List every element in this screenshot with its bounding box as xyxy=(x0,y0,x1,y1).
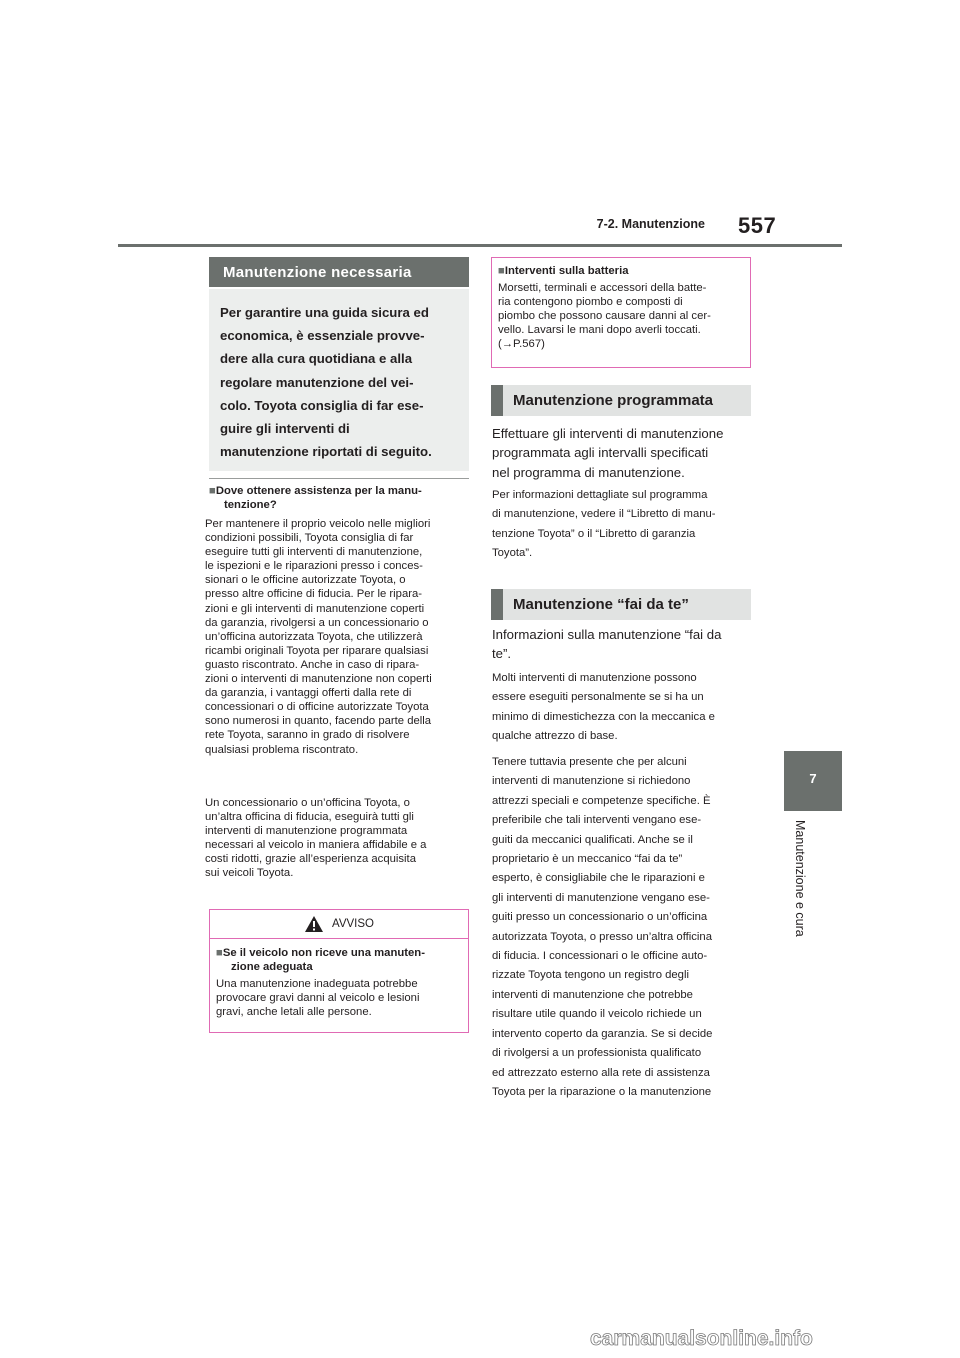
heading-manutenzione-necessaria: Manutenzione necessaria xyxy=(209,257,469,287)
scheduled-body: Per informazioni dettagliate sul programma di manutenzione, vedere il “Libretto di manu- tenzione Toyota” o il “Libretto di garanzia Toyota”. xyxy=(492,489,716,560)
battery-title: ■Interventi sulla batteria xyxy=(498,265,629,277)
page-number: 557 xyxy=(738,213,777,238)
intro-line: economica, è essenziale provve- xyxy=(220,328,425,344)
diy-paragraph-2: Tenere tuttavia presente che per alcuni interventi di manutenzione si richiedono attrezzi speciali e competenze specifiche. È preferibile che tali interventi vengano ese- guiti da meccanici qualificati. Anche se il proprietario è un meccanico “fai da te” esperto, è consigliabile che le riparazioni e gli interventi di manutenzione vengano ese- guiti presso un concessionario o un’officina autorizzata Toyota, o presso un’altra officina di fiducia. I concessionari o le officine auto- rizzate Toyota tengono un registro degli interventi di manutenzione che potrebbe risultare utile quando il veicolo richiede un intervento coperto da garanzia. Se si decide di rivolgersi a un professionista qualificato ed attrezzato esterno alla rete di assistenza Toyota per la riparazione o la manutenzione xyxy=(492,756,713,1098)
warning-title: ■Se il veicolo non riceve una manuten- zione adeguata xyxy=(216,947,425,973)
intro-line: manutenzione riportati di seguito. xyxy=(220,444,432,460)
page-reference-link[interactable]: (→P.567) xyxy=(498,338,545,351)
header-rule xyxy=(118,244,842,247)
assist-paragraph-2: Un concessionario o un’officina Toyota, o un’altra officina di fiducia, eseguirà tutti gli interventi di manutenzione programmata necessari al veicolo in maniera affidabile e a costi ridotti, grazie all’esperienza acquisita sui veicoli Toyota. xyxy=(205,797,427,880)
warning-header xyxy=(210,910,468,939)
intro-line: Per garantire una guida sicura ed xyxy=(220,305,429,320)
warning-box xyxy=(209,909,469,1033)
square-bullet-icon: ■ xyxy=(209,485,216,497)
heading-manutenzione-programmata: Manutenzione programmata xyxy=(491,385,751,416)
heading-manutenzione-fai-da-te: Manutenzione “fai da te” xyxy=(491,589,751,620)
square-bullet-icon: ■ xyxy=(498,265,505,277)
chapter-label: Manutenzione e cura xyxy=(793,820,807,937)
chapter-tab[interactable] xyxy=(784,751,842,811)
diy-lead: Informazioni sulla manutenzione “fai da te”. xyxy=(492,627,722,662)
battery-caution-box xyxy=(491,257,751,368)
warning-body: Una manutenzione inadeguata potrebbe provocare gravi danni al veicolo e lesioni gravi, anche letali alle persone. xyxy=(216,978,420,1019)
intro-line: dere alla cura quotidiana e alla xyxy=(220,351,413,367)
diy-paragraph-1: Molti interventi di manutenzione possono essere eseguiti personalmente se si ha un minimo di dimestichezza con la meccanica e qualche attrezzo di base. xyxy=(492,672,715,743)
assist-subheading: ■Dove ottenere assistenza per la manu- tenzione? xyxy=(209,485,422,511)
watermark-text: carmanualsonline.info xyxy=(590,1327,813,1350)
scheduled-lead: Effettuare gli interventi di manutenzione programmata agli intervalli specificati nel programma di manutenzione. xyxy=(492,426,724,480)
divider xyxy=(209,478,469,479)
intro-line: regolare manutenzione del vei- xyxy=(220,374,414,390)
intro-box xyxy=(209,289,469,471)
warning-triangle-icon xyxy=(304,915,324,933)
intro-line: guire gli interventi di xyxy=(220,421,350,437)
intro-line: colo. Toyota consiglia di far ese- xyxy=(220,397,424,413)
chapter-number: 7 xyxy=(809,771,817,786)
square-bullet-icon: ■ xyxy=(216,947,223,959)
assist-paragraph-1: Per mantenere il proprio veicolo nelle migliori condizioni possibili, Toyota consiglia di far eseguire tutti gli interventi di manutenzione, le ispezioni e le riparazioni presso i conces- sionari o le officine autorizzate Toyota, o presso altre officine di fiducia. Per le ripara- zioni e gli interventi di manutenzione coperti da garanzia, rivolgersi a un concessionario o un’officina autorizzata Toyota, che utilizzerà ricambi originali Toyota per riparare qualsiasi guasto riscontrato. Anche in caso di ripara- zioni o interventi di manutenzione non coperti da garanzia, i vantaggi offerti dalla rete di concessionari o di officine autorizzate Toyota sono numerosi in quanto, facendo parte della rete Toyota, saranno in grado di risolvere qualsiasi problema riscontrato. xyxy=(205,518,432,756)
watermark-logo xyxy=(590,1325,950,1351)
battery-body: Morsetti, terminali e accessori della batte- ria contengono piombo e composti di piombo che possono causare danni al cer- vello. Lavarsi le mani dopo averli toccati. (→P.567) xyxy=(492,278,750,351)
warning-label: AVVISO xyxy=(332,918,374,930)
